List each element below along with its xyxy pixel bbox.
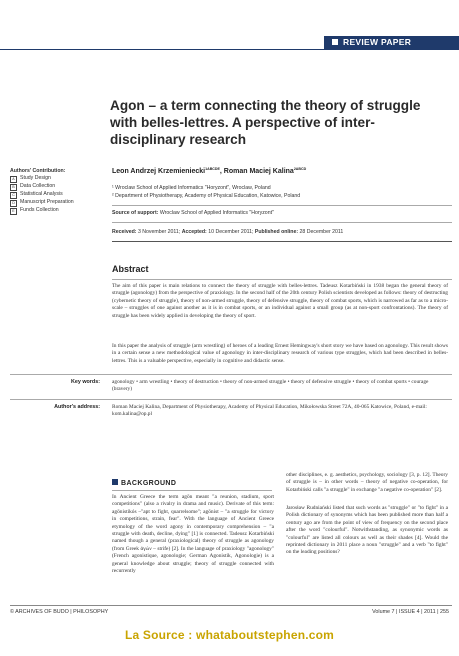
abstract-paragraph-2: In this paper the analysis of struggle (arm wrestling) of heroes of a leading Ernest Hemingway's short story we have based on agonology. This result shows in a certain sense a new methodological value of agonology in inter-disciplinary research of various type struggles, which had been described in belles-lettres. This is a valuable perspective, especially in cognitive and didactic sense. — [112, 343, 448, 364]
affiliation-1: ¹ Wroclaw School of Applied Informatics "Horyzont", Wroclaw, Poland — [112, 185, 271, 191]
letter-c-icon: C — [10, 192, 17, 199]
contribution-item: D Manuscript Preparation — [10, 199, 105, 207]
letter-b-icon: B — [10, 184, 17, 191]
divider — [112, 205, 452, 206]
affiliation-2: ² Department of Physiotherapy, Academy of Physical Education, Katowice, Poland — [112, 193, 301, 199]
source-link[interactable]: La Source : whataboutstephen.com — [124, 628, 335, 642]
square-icon — [112, 479, 118, 485]
review-paper-badge — [324, 36, 459, 49]
divider — [112, 222, 452, 223]
footer-right: Volume 7 | ISSUE 4 | 2011 | 255 — [372, 609, 449, 615]
source-of-support: Source of support: Wroclaw School of Applied Informatics "Horyzont" — [112, 210, 274, 216]
letter-d-icon: D — [10, 200, 17, 207]
divider — [112, 241, 452, 242]
footer-rule — [10, 605, 452, 606]
abstract-paragraph-1: The aim of this paper is main relations to connect the theory of struggle with belles-lettres. Tadeusz Kotarbiński in 1938 began the general theory of struggle (agonology) from the perspective of praxiology. In the second half of the 20th century Polish scientists developed as follows: theory of destructing (cybernetic theory of struggle), theory of non-armed struggle, theory of defensive struggle, theory of combat sports, which is narrowed as far as to a micro-scale – struggles of one against another as it is in combat sports, or an individual against a small group (as at non-sport confrontations). The theory of struggle has been widely applied in developing the theory of sport. — [112, 283, 448, 319]
footer-left: © ARCHIVES OF BUDO | PHILOSOPHY — [10, 609, 109, 615]
contribution-heading: Authors' Contribution: — [10, 168, 66, 174]
contribution-item: B Data Collection — [10, 183, 105, 191]
divider — [10, 399, 452, 400]
paper-title: Agon – a term connecting the theory of struggle with belles-lettres. A perspective of inter-disciplinary research — [110, 98, 421, 147]
background-heading: BACKGROUND — [112, 479, 176, 487]
header-rule — [0, 49, 459, 50]
publication-dates: Received: 3 November 2011; Accepted: 10 December 2011; Published online: 28 December 2011 — [112, 229, 344, 235]
square-icon — [332, 39, 338, 45]
abstract-heading: Abstract — [112, 264, 149, 274]
address-text: Roman Maciej Kalina, Department of Physiotherapy, Academy of Physical Education, Mikołowska Street 72A, 40-065 Katowice, Poland, e-mail: kom.kalina@op.pl — [112, 404, 427, 418]
contribution-item: A Study Design — [10, 175, 105, 183]
author-2: Roman Maciej Kalina — [223, 168, 294, 175]
author-1: Leon Andrzej Krzemieniecki — [112, 168, 206, 175]
divider — [112, 279, 452, 280]
background-column-1: In Ancient Greece the term agōn meant "a reunion, stadium, sport competitions" (also a rivalry in drama and music). Derivate of this term: agōnistikós –"apt to fight, quarrelsome"; agōnist – "a struggle for victory in competitions, strain, fear". With the language of Ancient Greece etymology of the word agony in contemporary comprehension – "a struggle with death, decline, dying" [1] is connected. Tadeusz Kotarbiński named though a general (praxiological) theory of struggle as agonology (from Greek ἀγών – strife) [2]. In the language of praxiology "agonology" (French agonistique, agonologie; German Agonistik, Agonologie) is a general knowledge about struggle; theory of struggle connected with recurrently — [112, 494, 274, 575]
keywords-text: agonology • arm wrestling • theory of destruction • theory of non-armed struggle • theory of defensive struggle • theory of combat sports • courage (bravery) — [112, 379, 429, 393]
badge-label: REVIEW PAPER — [343, 37, 412, 47]
background-column-2b: Jarosław Rudniański listed that such words as "struggle" or "to fight" in a Polish dictionary of synonyms which has been published more than half a century ago are from the point of view of frequency on the second place after the word "colourful". Notwithstanding, as synonymic words as "colourful" are listed all colours as well as their shades [4]. Would the reprinted dictionary in 2011 place a noun "struggle" and a verb "to fight" on the leading positions? — [286, 505, 448, 556]
author-2-sup: 2ABCD — [293, 167, 307, 171]
letter-e-icon: E — [10, 208, 17, 215]
contribution-item: E Funds Collection — [10, 207, 105, 215]
divider — [10, 374, 452, 375]
author-list: Leon Andrzej Krzemieniecki$^{1ABCDE}$, Roman Maciej Kalina$^{2ABCD}$ — [112, 167, 307, 175]
address-label: Author's address: — [54, 404, 100, 410]
author-1-sup: 1ABCDE — [205, 167, 220, 171]
divider — [112, 490, 272, 491]
background-column-2a: other disciplines, e. g. aesthetics, psychology, sociology [3, p. 12]. Theory of struggle is – in other words – theory of negative co-operation, for Kotarbiński calls "a struggle" in exchange "a negative co-operation" [2]. — [286, 472, 448, 493]
contribution-item: C Statistical Analysis — [10, 191, 105, 199]
letter-a-icon: A — [10, 176, 17, 183]
keywords-label: Key words: — [70, 379, 100, 385]
authors-contribution — [10, 168, 105, 215]
